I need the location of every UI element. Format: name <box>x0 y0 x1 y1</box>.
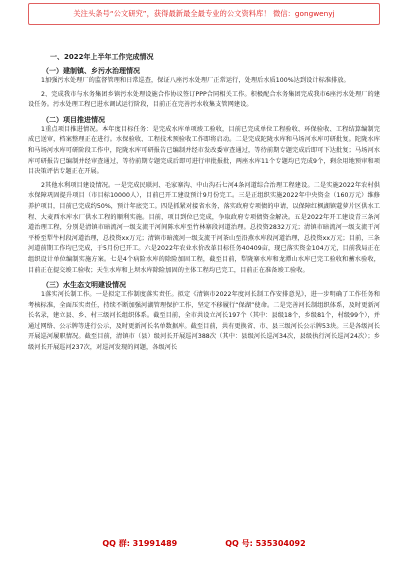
paragraph-sewage-1: 1加强污水处理厂的监督管理和日常巡查，保证八座污水处理厂正常运行，处理后水质100%达到设计标准排放。 <box>41 77 350 84</box>
document-body <box>28 28 380 354</box>
promo-banner <box>28 3 380 25</box>
paragraph-projects-2: 2其他水利项目建设情况。一是完成民联河、毛家寨沟、中山沟石七河4条河道综合治理工程建设。二是实施2022年农村供水保障巩固提升项目（市目标10000人），目前已开工建设预计9月份完工。三是正组织实施2022年中央资金（160万元）维修养护项目，目前已完成约50%，预计年底完工。四是抓紧对接省水务，落实政府专项债的申请，以保障红枫湖镇蔻萝片区供水工程、大麦西水库水厂供水工程的顺利实施。目前，项目到位已完成，争取政府专项债资金解决。五是2022年开工建设青三条河道治理工程，分别是清镇市暗流河一级支流干河间陈水库至竹林寨段河道治理。总投资2832万元；清镇市暗流河一级支流干河平桥至犁牛村段河道治理，总投资xx万元；清镇市暗流河一级支流干河茶山至沿燕水库段河道治理，总投资xx万元；目前，三条河道前期工作均已完成，于5月份已开工。六是2022年农业水价改革目标任务40409亩，现已落实资金104万元，目前我局正在组织设计单位编制实施方案。七是4个病险水库的除险加固工程，截至目前，犁陇寨水库和龙潭山水库已完工验收和蓄水验收，目前正在提交竣工验收；天生水库和上坝水库除险加固的主体工程均已完工，目前正在准备竣工验收。 <box>28 181 380 274</box>
qq-group-text: QQ 群: 31991489 <box>102 539 178 548</box>
subsection-title-ecology: （三）水生态文明建设情况 <box>42 281 126 290</box>
paragraph-projects-1: 1重点项目推进情况。本年度目标任务：是完成水库单项竣工验收，目前已完成单位工程验收、环保验收、工程结算编制完成已送审，档案整理正在进行。水保验收、工程技术预验收工作即将启动。二是完成陀陇水库和马场河水库可研批复。陀陇水库和马场河水库可研阶段工作中，陀陇水库可研报告已编制并经市发改委审查通过，等待前期专题完成后即可下达批复；马场河水库可研报告已编制并经审查通过，等待前期专题完成后即可进行审批报批，两座水库11个专题均已完成9个，剩余用地预审和项目决策评估专题正在开展。 <box>28 125 380 176</box>
qq-number-text: QQ 号: 535304092 <box>225 539 306 548</box>
subsection-title-projects: （二）项目推进情况 <box>42 115 105 124</box>
promo-banner-text: 关注头条号“公文研究”，获得最新最全最专业的公文资料库！ 微信：gongwenyj <box>73 9 335 18</box>
subsection-title-sewage: （一）建制镇、乡污水治理情况 <box>42 67 140 75</box>
section-title: 一、2022年上半年工作完成情况 <box>50 53 154 61</box>
paragraph-sewage-2: 2、完成我市与水务集团乡镇污水处理设施合作协议签订PPP合同相关工作。积极配合水务集团完成我市6座污水处理厂的建设任务。污水处理工程已进水调试运行阶段，目前正在完善污水收集支管网建设。 <box>28 90 380 109</box>
paragraph-ecology-1: 1落实河长制工作。一是拟定工作制度落实责任。拟定《清镇市2022年度河长制工作安排意见》，进一步明确了工作任务和考核标准，全面压实责任，持续不断加强河湖管理保护工作，坚定不移履行“保湖”使命。二是完善河长制组织体系，及时更新河长名录，建立县、乡、村三级河长组织体系。截至目前，全市共设立河长197个（其中：县级18个，乡级81个，村级99个），并通过网络、公示牌等进行公示，及时更新河长名单数据库。截至目前，共有更换省、市、县三级河长公示牌53块。三是各级河长开展巡河履职情况。截至目前，清镇市（县）级河长开展巡河388次（其中：县级河长巡河34次，县级执行河长巡河24次）；乡级河长开展巡河237次，对巡河发现的问题，各级河长 <box>28 291 380 352</box>
contact-footer <box>0 538 408 549</box>
